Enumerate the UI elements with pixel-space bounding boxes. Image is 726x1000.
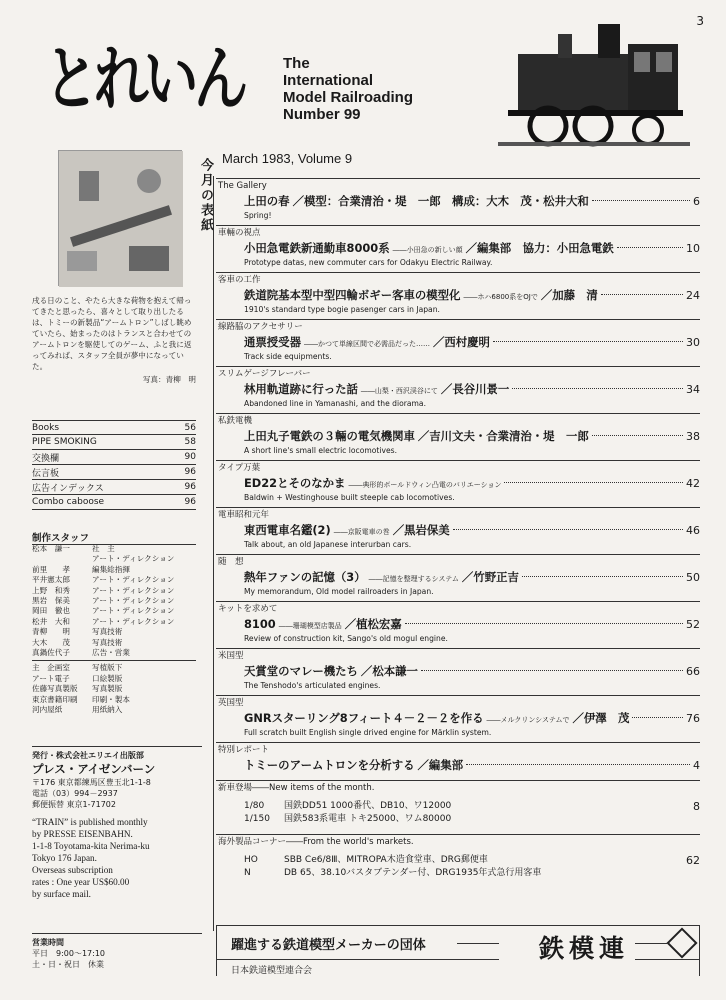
magazine-logo: とれいん: [44, 37, 244, 120]
page-number: 38: [686, 430, 700, 443]
subscription-line: by PRESSE EISENBAHN.: [32, 829, 133, 839]
toc-section: [216, 319, 700, 362]
page-number: 76: [686, 712, 700, 725]
staff-row: 真鍋佐代子 広告・営業: [32, 648, 130, 658]
english-subtitle: Spring!: [244, 211, 272, 220]
english-subtitle: Talk about, an old Japanese interurban cars.: [244, 540, 412, 549]
toc-entry[interactable]: [218, 709, 700, 727]
banner-text: 躍進する鉄道模型メーカーの団体: [231, 938, 426, 953]
masthead-line: The: [283, 55, 310, 72]
english-subtitle: My memorandum, Old model railroaders in Japan.: [244, 587, 434, 596]
toc-entry[interactable]: [218, 333, 700, 351]
article-author: ／竹野正吉: [461, 570, 519, 584]
masthead-line: Model Railroading: [283, 89, 414, 106]
section-label: 新車登場: [218, 783, 253, 793]
cover-description: 戌る日のこと、やたら大きな荷物を抱えて帰ってきたと思ったら、喜々として取り出したるは、トミーの新製品“アームトロン”しばし眺めていたら、始まったのはトランスと合わせてのアームトロンを駆使してのゲーム、ふと我に返ってみれば、スタッフ全員が夢中になっていた。 写真：青柳 明: [32, 296, 196, 384]
page-number: 8: [693, 800, 700, 813]
page-number: 3: [696, 14, 704, 28]
staff-row: 前里 孝 編集総指揮: [32, 564, 130, 574]
section-label: 私鉄電機: [218, 416, 253, 426]
staff-row: 主 企画室 写植版下: [32, 663, 123, 673]
staff-row: 黒岩 保美 アート・ディレクション: [32, 596, 175, 606]
staff-row: 松井 大和 アート・ディレクション: [32, 616, 175, 626]
article-author: ／長谷川景一: [440, 382, 510, 396]
publisher-info: 発行・株式会社エリエイ出版部 プレス・アイゼンバーン 〒176 東京都練馬区豊玉北1-1-8 電話（03）994－2937 郵便振替 東京1-71702 “TRAIN” is published monthly by PRESSE EISENBAHN. 1-1-8 Toyotama-kita Nerima-ku Tokyo 176 Japan. Overseas subscription rates : One year US$60.00 by surface mail.: [32, 746, 202, 900]
toc-entry[interactable]: [218, 615, 700, 633]
article-title: トミーのアームトロンを分析する: [244, 758, 415, 772]
page-number: 66: [686, 665, 700, 678]
page-number: 62: [686, 854, 700, 867]
toc-section: [216, 554, 700, 597]
advert-banner: [216, 925, 700, 976]
section-label: 線路脇のアクセサリー: [218, 322, 303, 332]
masthead: [283, 55, 413, 123]
article-title: 熱年ファンの記憶（3）: [244, 570, 366, 584]
article-subtitle: ――小田急の新しい顔: [392, 246, 463, 254]
staff-row: 東京書籍印刷 印刷・製本: [32, 694, 130, 704]
article-subtitle: ――かつて単線区間で必需品だった……: [303, 340, 430, 348]
article-subtitle: ――記憶を整理するシステム: [368, 575, 459, 583]
article-title: 8100: [244, 617, 276, 631]
section-label: The Gallery: [218, 181, 267, 191]
banner-subtitle: 日本鉄道模型連合会: [231, 966, 313, 976]
article-title: 上田の春: [244, 194, 290, 208]
article-title: 東西電車名鑑(2): [244, 523, 331, 537]
staff-heading: 制作スタッフ: [32, 530, 196, 545]
toc-section: [216, 178, 700, 221]
locomotive-illustration: [498, 14, 690, 162]
divider: [32, 660, 196, 661]
staff-row: アート電子 口絵製版: [32, 673, 123, 683]
section-label: 海外製品コーナー: [218, 837, 287, 847]
toc-entry[interactable]: [218, 192, 700, 210]
page-number: 30: [686, 336, 700, 349]
list-item[interactable]: 交換欄 90: [32, 452, 196, 464]
section-label-en: From the world's markets.: [303, 837, 414, 847]
article-subtitle: ――典形的ボールドウィン凸電のバリエーション: [348, 481, 502, 489]
toc-entry[interactable]: [218, 380, 700, 398]
english-subtitle: Full scratch built English single drived engine for Märklin system.: [244, 728, 492, 737]
subscription-line: Overseas subscription: [32, 865, 113, 875]
toc-section: [216, 272, 700, 315]
toc-section: [216, 460, 700, 503]
toc-section: [216, 413, 700, 456]
staff-row: 佐藤写真製版 写真製版: [32, 684, 123, 694]
staff-row: 河内屋紙 用紙納入: [32, 705, 123, 715]
section-label-en: New items of the month.: [269, 783, 375, 793]
article-subtitle: ――メルクリンシステムで: [486, 716, 570, 724]
english-subtitle: Abandoned line in Yamanashi, and the diorama.: [244, 399, 426, 408]
staff-row: アート・ディレクション: [92, 554, 175, 564]
article-title: 天賞堂のマレー機たち: [244, 664, 358, 678]
toc-section: 海外製品コーナー――From the world's markets. HO SBB Ce6/8Ⅲ、MITROPA木造食堂車、DRG郵便車 62 N DB 65、38.10バスタブテンダー付、DRG1935年式急行用客車: [216, 834, 700, 888]
article-author: ／松本謙一: [360, 664, 418, 678]
subscription-info: [32, 816, 202, 900]
toc-entry[interactable]: [218, 474, 700, 492]
article-title: 林用軌道跡に行った話: [244, 382, 358, 396]
staff-list: [32, 544, 196, 716]
staff-row: 大木 茂 写真技術: [32, 637, 123, 647]
article-subtitle: ――京阪電車の巻: [333, 528, 390, 536]
business-hours: 営業時間 平日 9:00～17:10 土・日・祝日 休業: [32, 933, 202, 970]
article-author: ／西村慶明: [432, 335, 490, 349]
toc-section: [216, 601, 700, 644]
toc-entry[interactable]: [218, 521, 700, 539]
section-label: 随 想: [218, 557, 244, 567]
section-label: 特別レポート: [218, 745, 270, 755]
staff-row: 平井憲太郎 アート・ディレクション: [32, 575, 175, 585]
article-subtitle: ――珊瑚模型店製品: [278, 622, 342, 630]
page-number: 24: [686, 289, 700, 302]
masthead-line: International: [283, 72, 374, 89]
article-author: ／黒岩保美: [392, 523, 450, 537]
publisher-name: プレス・アイゼンバーン: [32, 762, 156, 776]
page-number: 6: [693, 195, 700, 208]
subscription-line: 1-1-8 Toyotama-kita Nerima-ku: [32, 841, 150, 851]
toc-section: [216, 366, 700, 409]
column-divider: [213, 176, 214, 931]
list-item[interactable]: Combo caboose 96: [32, 495, 196, 510]
article-author: ／模型：合業清治・堤 一郎 構成：大木 茂・松井大和: [292, 194, 589, 208]
staff-row: 上野 和秀 アート・ディレクション: [32, 585, 175, 595]
cover-photo: [58, 150, 182, 286]
page-number: 34: [686, 383, 700, 396]
article-title: 通票授受器: [244, 335, 301, 349]
subscription-line: “TRAIN” is published monthly: [32, 817, 148, 827]
list-item[interactable]: Books 56: [32, 420, 196, 435]
article-author: ／編集部: [417, 758, 464, 772]
article-title: GNRスターリング8フィート４－２－２を作る: [244, 711, 484, 725]
toc-entry[interactable]: [218, 662, 700, 680]
product-row[interactable]: N DB 65、38.10バスタブテンダー付、DRG1935年式急行用客車: [244, 868, 542, 878]
english-subtitle: Prototype datas, new commuter cars for Odakyu Electric Railway.: [244, 258, 493, 267]
section-label: スリムゲージフレーバー: [218, 369, 311, 379]
page-number: 46: [686, 524, 700, 537]
page-number: 52: [686, 618, 700, 631]
toc-section: [216, 225, 700, 268]
subscription-line: Tokyo 176 Japan.: [32, 853, 97, 863]
product-row[interactable]: 1/150 国鉄583系電車 トキ25000、ワム80000: [244, 814, 452, 824]
page-number: 4: [693, 759, 700, 772]
english-subtitle: Track side equipments.: [244, 352, 332, 361]
list-item[interactable]: PIPE SMOKING 58: [32, 435, 196, 450]
table-of-contents: [216, 178, 700, 888]
article-subtitle: ――山梨・西沢渓谷にて: [360, 387, 438, 395]
article-author: ／植松宏嘉: [344, 617, 402, 631]
section-label: 米国型: [218, 651, 244, 661]
toc-entry[interactable]: [218, 427, 700, 445]
staff-row: 青柳 明 写真技術: [32, 627, 123, 637]
section-label: 車輛の視点: [218, 228, 261, 238]
staff-row: 松本 謙一 社 主: [32, 544, 115, 553]
toc-section: [216, 648, 700, 691]
article-title: 鉄道院基本型中型四輪ボギー客車の模型化: [244, 288, 461, 302]
issue-date: March 1983, Volume 9: [222, 151, 353, 166]
toc-entry[interactable]: [218, 239, 700, 257]
toc-section: [216, 742, 700, 780]
toc-entry[interactable]: [218, 286, 700, 304]
section-label: 電車昭和元年: [218, 510, 270, 520]
cover-title: 今月の表紙: [198, 158, 213, 233]
section-label: 客車の工作: [218, 275, 261, 285]
english-subtitle: 1910's standard type bogie pasenger cars in Japan.: [244, 305, 440, 314]
article-author: ／伊澤 茂: [572, 711, 630, 725]
product-row[interactable]: HO SBB Ce6/8Ⅲ、MITROPA木造食堂車、DRG郵便車 62: [244, 854, 700, 867]
article-author: ／加藤 清: [540, 288, 598, 302]
article-author: ／編集部 協力：小田急電鉄: [465, 241, 614, 255]
article-title: 小田急電鉄新通勤車8000系: [244, 241, 390, 255]
section-label: タイプ万葉: [218, 463, 261, 473]
photo-credit: 写真：青柳 明: [142, 375, 196, 384]
article-title: 上田丸子電鉄の３輛の電気機関車: [244, 429, 415, 443]
section-label: 英国型: [218, 698, 244, 708]
article-title: ED22とそのなかま: [244, 476, 346, 490]
page-number: 42: [686, 477, 700, 490]
masthead-line: Number 99: [283, 106, 361, 123]
toc-entry[interactable]: [218, 568, 700, 586]
toc-section: [216, 695, 700, 738]
toc-section: 新車登場――New items of the month. 1/80 国鉄DD51 1000番代、DB10、ワ12000 8 1/150 国鉄583系電車 トキ25000、ワム80000: [216, 780, 700, 834]
english-subtitle: A short line's small electric locomotives.: [244, 446, 398, 455]
list-item[interactable]: 伝言板 96: [32, 467, 196, 479]
article-author: ／吉川文夫・合業清治・堤 一郎: [417, 429, 589, 443]
page-number: 10: [686, 242, 700, 255]
staff-row: 岡田 徹也 アート・ディレクション: [32, 606, 175, 616]
departments-list: [32, 420, 196, 510]
product-row[interactable]: 1/80 国鉄DD51 1000番代、DB10、ワ12000 8: [244, 800, 700, 813]
list-item[interactable]: 広告インデックス 96: [32, 482, 196, 494]
english-subtitle: The Tenshodo's articulated engines.: [244, 681, 381, 690]
page-number: 50: [686, 571, 700, 584]
section-label: キットを求めて: [218, 604, 278, 614]
article-subtitle: ――ホハ6800系をOJで: [463, 293, 538, 301]
toc-section: [216, 507, 700, 550]
subscription-line: rates : One year US$60.00: [32, 877, 130, 887]
subscription-line: by surface mail.: [32, 889, 91, 899]
english-subtitle: Baldwin + Westinghouse built steeple cab locomotives.: [244, 493, 455, 502]
toc-entry[interactable]: [218, 756, 700, 774]
banner-title: 鉄模連: [499, 929, 635, 965]
english-subtitle: Review of construction kit, Sango's old mogul engine.: [244, 634, 448, 643]
